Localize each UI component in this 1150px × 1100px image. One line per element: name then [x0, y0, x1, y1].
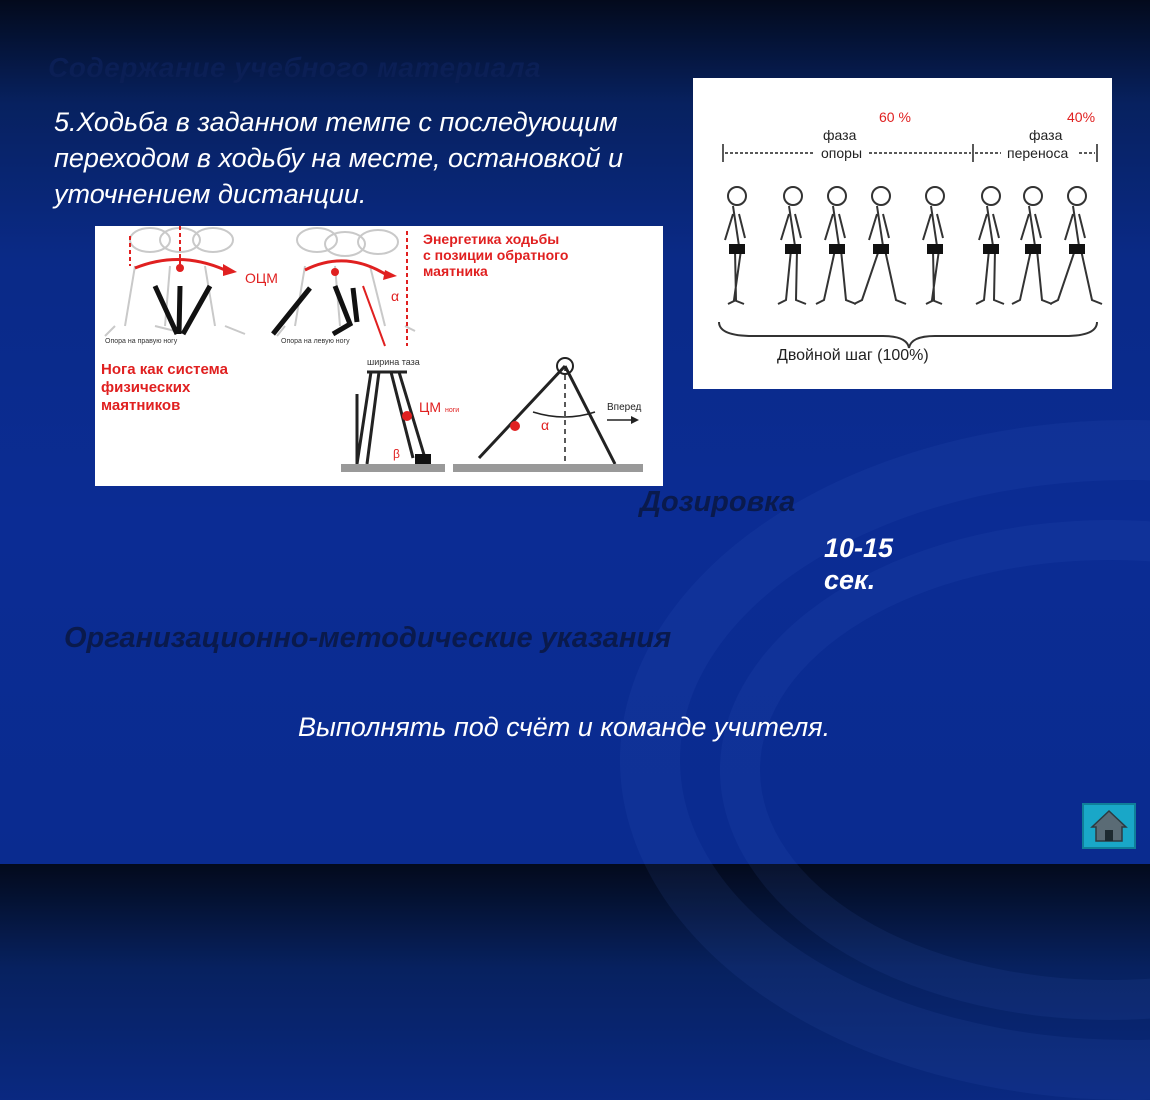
svg-text:ноги: ноги [445, 407, 460, 414]
svg-text:маятников: маятников [101, 397, 181, 414]
home-icon [1084, 805, 1134, 847]
walker-figure [1012, 187, 1052, 304]
forward-label: Вперед [607, 402, 642, 413]
walker-figure [816, 187, 856, 304]
swing-percent: 40% [1067, 109, 1096, 125]
walker-figure [923, 187, 944, 304]
svg-text:маятника: маятника [423, 263, 488, 279]
energy-label: Энергетика ходьбы [423, 231, 560, 247]
double-step-label: Двойной шаг (100%) [777, 347, 929, 364]
svg-text:α: α [391, 288, 400, 304]
svg-text:β: β [393, 447, 400, 461]
svg-text:физических: физических [101, 379, 191, 396]
dosage-heading: Дозировка [640, 486, 796, 518]
svg-text:с позиции обратного: с позиции обратного [423, 247, 569, 263]
cm-leg-label: ЦМ [419, 399, 442, 415]
leg-pendulum-label: Нога как система [101, 361, 228, 378]
walker-figure [725, 187, 746, 304]
support-phase-label: опоры [821, 145, 863, 161]
home-button[interactable] [1082, 803, 1136, 849]
swing-phase-label: переноса [1007, 145, 1069, 161]
ocm-label: ОЦМ [245, 270, 278, 286]
walker-figure [1050, 187, 1102, 304]
walker-figure [976, 187, 1004, 304]
support-right-caption: Опора на правую ногу [105, 338, 178, 345]
svg-text:α: α [541, 417, 550, 433]
dosage-value-number: 10-15 [824, 533, 894, 563]
dosage-value-unit: сек. [824, 565, 876, 595]
dosage-value [824, 532, 893, 596]
slide-title: Содержание учебного материала [48, 52, 542, 83]
pendulum-figure [95, 226, 663, 486]
svg-text:фаза: фаза [823, 127, 857, 143]
methods-heading: Организационно-методические указания [64, 622, 672, 654]
walker-figure [778, 187, 806, 304]
svg-text:фаза: фаза [1029, 127, 1063, 143]
gait-cycle-figure [693, 78, 1112, 389]
svg-text:ширина таза: ширина таза [367, 357, 420, 367]
support-percent: 60 % [879, 109, 911, 125]
methods-text: Выполнять под счёт и команде учителя. [298, 712, 831, 742]
support-left-caption: Опора на левую ногу [281, 338, 350, 345]
walker-figure [854, 187, 906, 304]
exercise-text: 5.Ходьба в заданном темпе с последующим переходом в ходьбу на месте, остановкой и уточнением дистанции. [54, 107, 624, 209]
